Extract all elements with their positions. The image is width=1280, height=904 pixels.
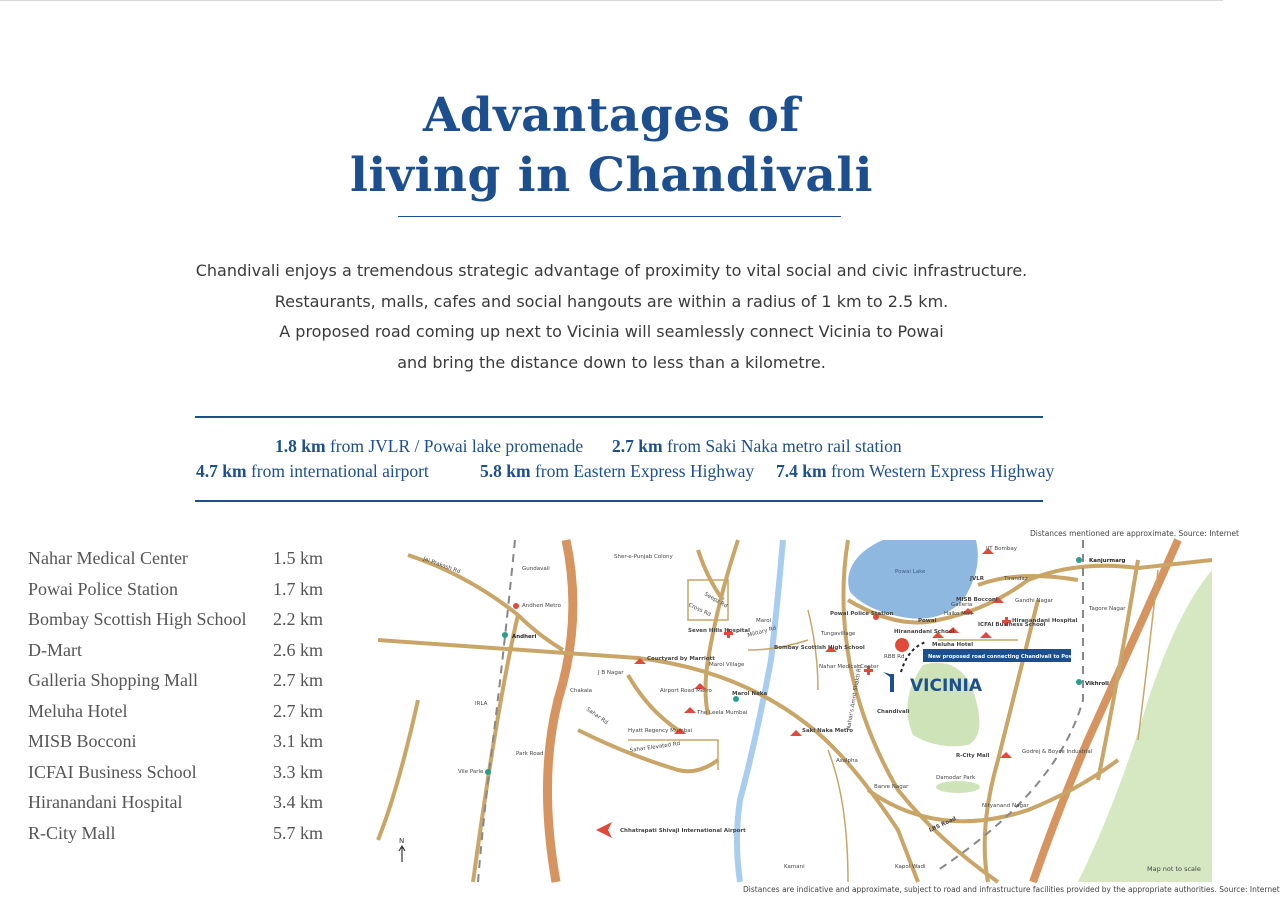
list-item <box>28 666 328 696</box>
map-label: Gandhi Nagar <box>1015 598 1053 604</box>
map-label: Haiko Mall <box>944 611 973 617</box>
list-item <box>28 605 328 635</box>
map-label: IIT Bombay <box>986 546 1017 552</box>
map-label: Marol Village <box>709 662 745 668</box>
distance-text: from JVLR / Powai lake promenade <box>329 436 584 456</box>
map-label: R-City Mall <box>956 753 990 759</box>
place-distance: 2.6 km <box>273 639 324 660</box>
place-distance: 1.5 km <box>273 548 324 568</box>
map-label: Andheri Metro <box>522 603 561 609</box>
list-item <box>28 819 328 849</box>
intro-line: Restaurants, malls, cafes and social hangouts are within a radius of 1 km to 2.5 km. <box>274 291 949 311</box>
map-label: Kamani <box>784 864 805 870</box>
page-title-line-1: Advantages of <box>422 88 801 143</box>
top-border <box>0 0 1223 1</box>
map-label: Hiranandani Hospital <box>1012 618 1078 624</box>
place-distance: 2.7 km <box>273 700 324 721</box>
map-label: Nahar's Amrit Shakti Rd <box>846 664 864 731</box>
place-name: Galleria Shopping Mall <box>28 670 198 690</box>
place-name: Nahar Medical Center <box>28 548 188 568</box>
map-label: Kapoi Wadi <box>895 864 926 870</box>
distance-text: from Eastern Express Highway <box>534 461 755 481</box>
airplane-icon <box>596 822 612 838</box>
map-label: Tirandaz <box>1004 576 1028 582</box>
distance-item <box>275 436 583 457</box>
map-label: Meluha Hotel <box>932 642 974 648</box>
map-label: Military Rd <box>746 625 777 639</box>
list-item <box>28 727 328 757</box>
list-item <box>28 758 328 788</box>
north-label: N <box>399 837 405 845</box>
place-distance: 3.1 km <box>273 731 324 751</box>
place-name: R-City Mall <box>28 822 116 843</box>
place-name: MISB Bocconi <box>28 731 137 751</box>
distance-item <box>612 436 902 457</box>
map-label: Saki Naka Metro <box>802 728 854 734</box>
metro-station-icon <box>1076 557 1082 563</box>
place-name: D-Mart <box>28 639 82 660</box>
bottom-disclaimer: Distances are indicative and approximate, subject to road and infrastructure facilities provided by the appropriate authorities. Source: Internet <box>743 885 1280 894</box>
place-distance: 1.7 km <box>273 578 324 599</box>
distance-km: 4.7 km <box>196 461 247 481</box>
scale-note: Map not to scale <box>1147 865 1201 873</box>
intro-line: A proposed road coming up next to Vicinia will seamlessly connect Vicinia to Powai <box>279 322 944 341</box>
north-arrow-icon <box>399 846 405 862</box>
list-item <box>28 636 328 666</box>
list-item <box>28 575 328 605</box>
damodar-park-green <box>936 781 980 793</box>
distance-km: 5.8 km <box>480 461 531 481</box>
vicinia-pin <box>895 638 909 664</box>
place-distance: 5.7 km <box>273 822 324 843</box>
map-label: Seepz Rd <box>703 591 729 610</box>
map-label: Chhatrapati Shivaji International Airport <box>620 828 746 834</box>
map-label: Marol Naka <box>732 691 768 697</box>
map-label: Bombay Scottish High School <box>774 645 865 651</box>
map-label: Cross Rd <box>687 602 712 619</box>
distance-item <box>776 461 1054 482</box>
list-item <box>28 544 328 574</box>
map-label: Sher-e-Punjab Colony <box>614 554 673 560</box>
title-underline <box>398 216 841 217</box>
place-distance: 3.3 km <box>273 761 324 782</box>
school-icon <box>980 632 992 638</box>
map-label: Sahar Elevated Rd <box>629 740 681 754</box>
map-label: Seven Hills Hospital <box>688 628 750 634</box>
map-label: Gundavali <box>522 566 550 572</box>
intro-line: and bring the distance down to less than a kilometre. <box>397 352 826 372</box>
map-label: Tagore Nagar <box>1089 606 1126 612</box>
map-label: Airport Road Metro <box>660 688 712 694</box>
metro-icon <box>790 730 802 736</box>
distance-item <box>480 461 754 482</box>
map-label: Galleria <box>951 602 973 608</box>
place-name: Hiranandani Hospital <box>28 792 183 812</box>
place-distance: 3.4 km <box>273 792 324 812</box>
map-label: Nityanand Nagar <box>982 803 1029 809</box>
map-label: Powai Police Station <box>830 611 894 617</box>
map-label: Jai Prakash Rd <box>422 556 462 576</box>
map-label: Barve Nagar <box>874 784 909 790</box>
map-label: MISB Bocconi <box>956 597 998 603</box>
distance-item <box>196 461 429 482</box>
place-name: ICFAI Business School <box>28 761 197 782</box>
metro-station-icon <box>485 769 491 775</box>
map-label: Chakala <box>570 688 593 694</box>
map-label: The Leela Mumbai <box>697 710 748 716</box>
place-name: Powai Police Station <box>28 578 178 599</box>
map-label: Andheri <box>512 634 537 640</box>
metro-station-icon <box>1076 679 1082 685</box>
map-label: IRLA <box>475 701 488 707</box>
distance-text: from international airport <box>250 461 429 481</box>
map-label: Powai Lake <box>895 569 926 575</box>
divider-bottom <box>195 500 1043 502</box>
place-name: Bombay Scottish High School <box>28 609 247 629</box>
metro-station-icon <box>502 632 508 638</box>
map-label: Damodar Park <box>936 775 976 781</box>
map-label: RBB Rd <box>884 654 905 660</box>
page-title-line-2: living in Chandivali <box>349 148 874 203</box>
distance-disclaimer: Distances mentioned are approximate. Source: Internet <box>1030 529 1239 538</box>
map-label: Nahar Medical Center <box>819 664 879 670</box>
distance-km: 7.4 km <box>776 461 827 481</box>
map-labels <box>421 546 1126 870</box>
map-label: Hiranandani School <box>894 629 955 635</box>
distance-km: 2.7 km <box>612 436 663 456</box>
map-label: Maroi <box>756 618 772 624</box>
map-label: Powai <box>918 618 937 624</box>
proposed-road-callout-text: New proposed road connecting Chandivali to Powai <box>928 654 1079 660</box>
distance-text: from Saki Naka metro rail station <box>666 436 902 456</box>
map-label: Tungavillage <box>821 631 856 637</box>
western-express-highway <box>547 540 572 882</box>
intro-paragraph <box>100 256 1123 378</box>
list-item <box>28 788 328 818</box>
vicinia-logo-mark <box>883 672 894 692</box>
place-distance: 2.2 km <box>273 609 324 629</box>
location-map[interactable] <box>378 540 1212 882</box>
map-label: Vile Parle <box>458 769 484 775</box>
list-item <box>28 697 328 727</box>
map-canvas <box>378 540 1212 882</box>
map-label: LBS Road <box>928 816 958 834</box>
distance-text: from Western Express Highway <box>830 461 1055 481</box>
map-label: Godrej & Boyce Industrial <box>1022 749 1093 755</box>
place-distance: 2.7 km <box>273 670 324 690</box>
map-label: Courtyard by Marriott <box>647 656 715 662</box>
divider-top <box>195 416 1043 418</box>
map-label: JVLR <box>970 576 985 582</box>
map-label: Vikhroli <box>1085 681 1109 687</box>
place-name: Meluha Hotel <box>28 700 128 721</box>
intro-line: Chandivali enjoys a tremendous strategic advantage of proximity to vital social and civic infrastructure. <box>195 261 1028 280</box>
roads <box>378 540 1212 882</box>
map-label: J B Nagar <box>598 670 624 676</box>
map-label: Chandivali <box>877 709 910 715</box>
map-label: Sahar Rd <box>584 706 609 727</box>
distance-km: 1.8 km <box>275 436 326 456</box>
map-label: Hyatt Regency Mumbai <box>628 728 693 734</box>
map-label: Park Road <box>516 751 544 757</box>
hotel-icon <box>684 707 696 713</box>
map-label: Asalpha <box>836 758 858 764</box>
metro-icon <box>513 603 519 609</box>
map-label: Kanjurmarg <box>1089 558 1126 564</box>
vicinia-logo-text: VICINIA <box>910 676 982 696</box>
map-label: ICFAI Business School <box>978 622 1046 628</box>
